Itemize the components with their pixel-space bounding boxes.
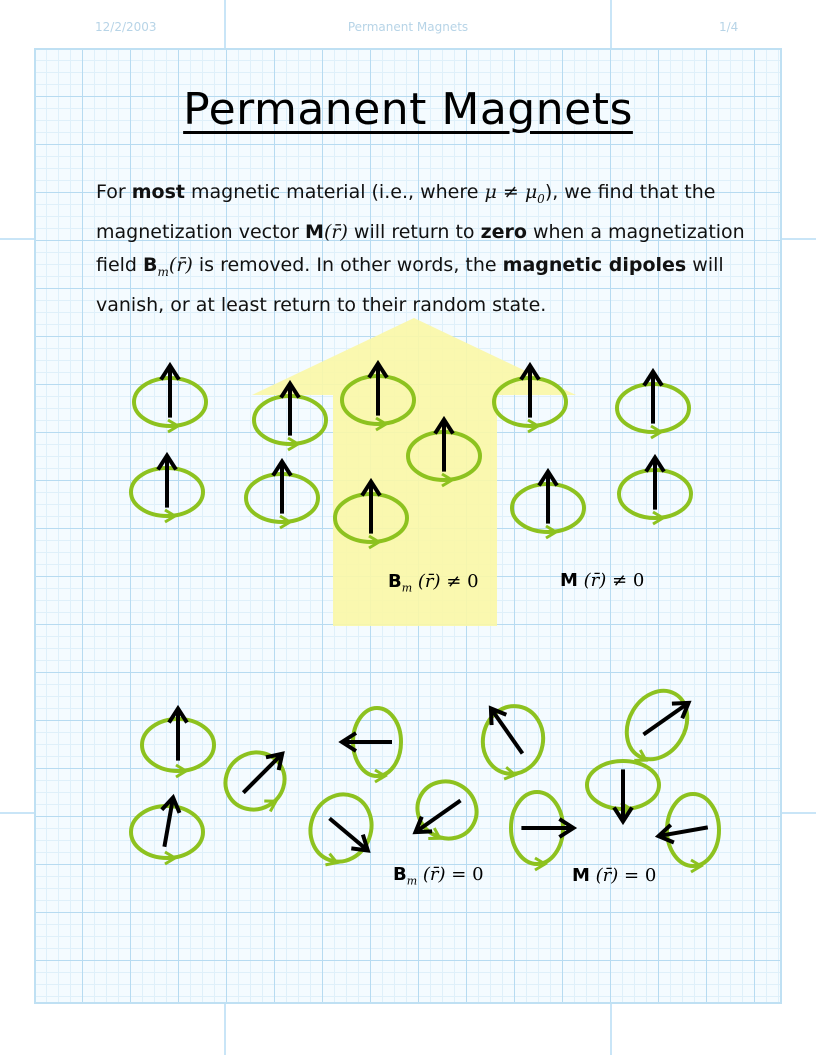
magnetic-dipole (511, 792, 573, 870)
magnetic-dipole (301, 786, 381, 870)
intro-text-7: will vanish, or at least return to their random state. (96, 253, 724, 316)
eq-magnetization-nonzero-symbol: M (560, 570, 578, 591)
header-date: 12/2/2003 (95, 20, 157, 34)
magnetic-dipole (659, 794, 719, 872)
header-page-number: 1/4 (719, 20, 739, 34)
eq-magnetization-zero-arg: (r̄) (595, 865, 619, 886)
magnetic-dipole (615, 680, 699, 770)
intro-text-6: is removed. In other words, the (192, 253, 503, 276)
intro-text-3: ), we find that the magnetization vector (96, 181, 716, 243)
magnetic-dipole (131, 798, 203, 864)
position-arg-2: (r̄) (168, 253, 193, 276)
magnetic-moment-arrow (243, 754, 282, 793)
eq-field-nonzero-arg: (r̄) (417, 571, 441, 592)
eq-field-nonzero-sub: m (401, 581, 413, 595)
magnetic-dipole (142, 709, 214, 777)
mu-subscript: 0 (537, 191, 545, 206)
magnetic-dipole (617, 372, 689, 438)
eq-field-zero-rel: = 0 (451, 864, 484, 885)
intro-text-2: magnetic material (i.e., where (184, 181, 485, 203)
magnetic-dipole (254, 384, 326, 450)
magnetic-dipole (478, 701, 549, 780)
field-symbol: B (143, 253, 158, 276)
magnetic-dipole (512, 472, 584, 538)
magnetic-dipole (215, 742, 295, 820)
intro-text-4: will return to (347, 220, 481, 243)
magnetic-moment-arrow (415, 801, 460, 833)
magnetic-dipole (342, 364, 414, 430)
magnetic-dipole (408, 420, 480, 486)
magnetic-moment-arrow (330, 818, 368, 850)
intro-dipoles: magnetic dipoles (502, 253, 687, 276)
eq-field-zero-sub: m (406, 874, 418, 888)
magnetic-moment-arrow (491, 708, 523, 753)
header-title: Permanent Magnets (347, 20, 469, 34)
magnetic-moment-arrow (643, 703, 688, 735)
intro-text-5: when a magnetization field (96, 220, 745, 276)
eq-field-nonzero-rel: ≠ 0 (446, 571, 479, 592)
eq-field-zero-arg: (r̄) (422, 864, 446, 885)
intro-zero: zero (480, 220, 527, 243)
magnetic-dipole (134, 366, 206, 432)
eq-field-nonzero (388, 571, 479, 595)
eq-field-nonzero-symbol: B (388, 571, 402, 592)
eq-magnetization-nonzero-rel: ≠ 0 (612, 570, 645, 591)
page-title: Permanent Magnets (183, 84, 633, 135)
eq-magnetization-nonzero (560, 570, 644, 591)
position-arg-1: (r̄) (323, 220, 348, 243)
eq-field-zero-symbol: B (393, 864, 407, 885)
magnetic-dipole (131, 456, 203, 522)
mu-condition: μ ≠ μ (484, 181, 538, 203)
eq-magnetization-zero-rel: = 0 (624, 865, 657, 886)
magnetic-dipole (335, 482, 407, 548)
magnetic-dipole (494, 366, 566, 432)
eq-magnetization-zero-symbol: M (572, 865, 590, 886)
magnetic-dipole (246, 462, 318, 528)
eq-field-zero (393, 864, 484, 888)
eq-magnetization-nonzero-arg: (r̄) (583, 570, 607, 591)
eq-magnetization-zero (572, 865, 656, 886)
magnetic-dipole (342, 708, 401, 782)
magnetic-dipole (587, 761, 659, 821)
intro-text-1: For (96, 181, 132, 203)
intro-most: most (131, 181, 185, 203)
magnetic-dipole (407, 771, 487, 849)
magnetic-dipole (619, 458, 691, 524)
field-subscript: m (157, 264, 169, 279)
magnetization-symbol: M (305, 220, 324, 243)
